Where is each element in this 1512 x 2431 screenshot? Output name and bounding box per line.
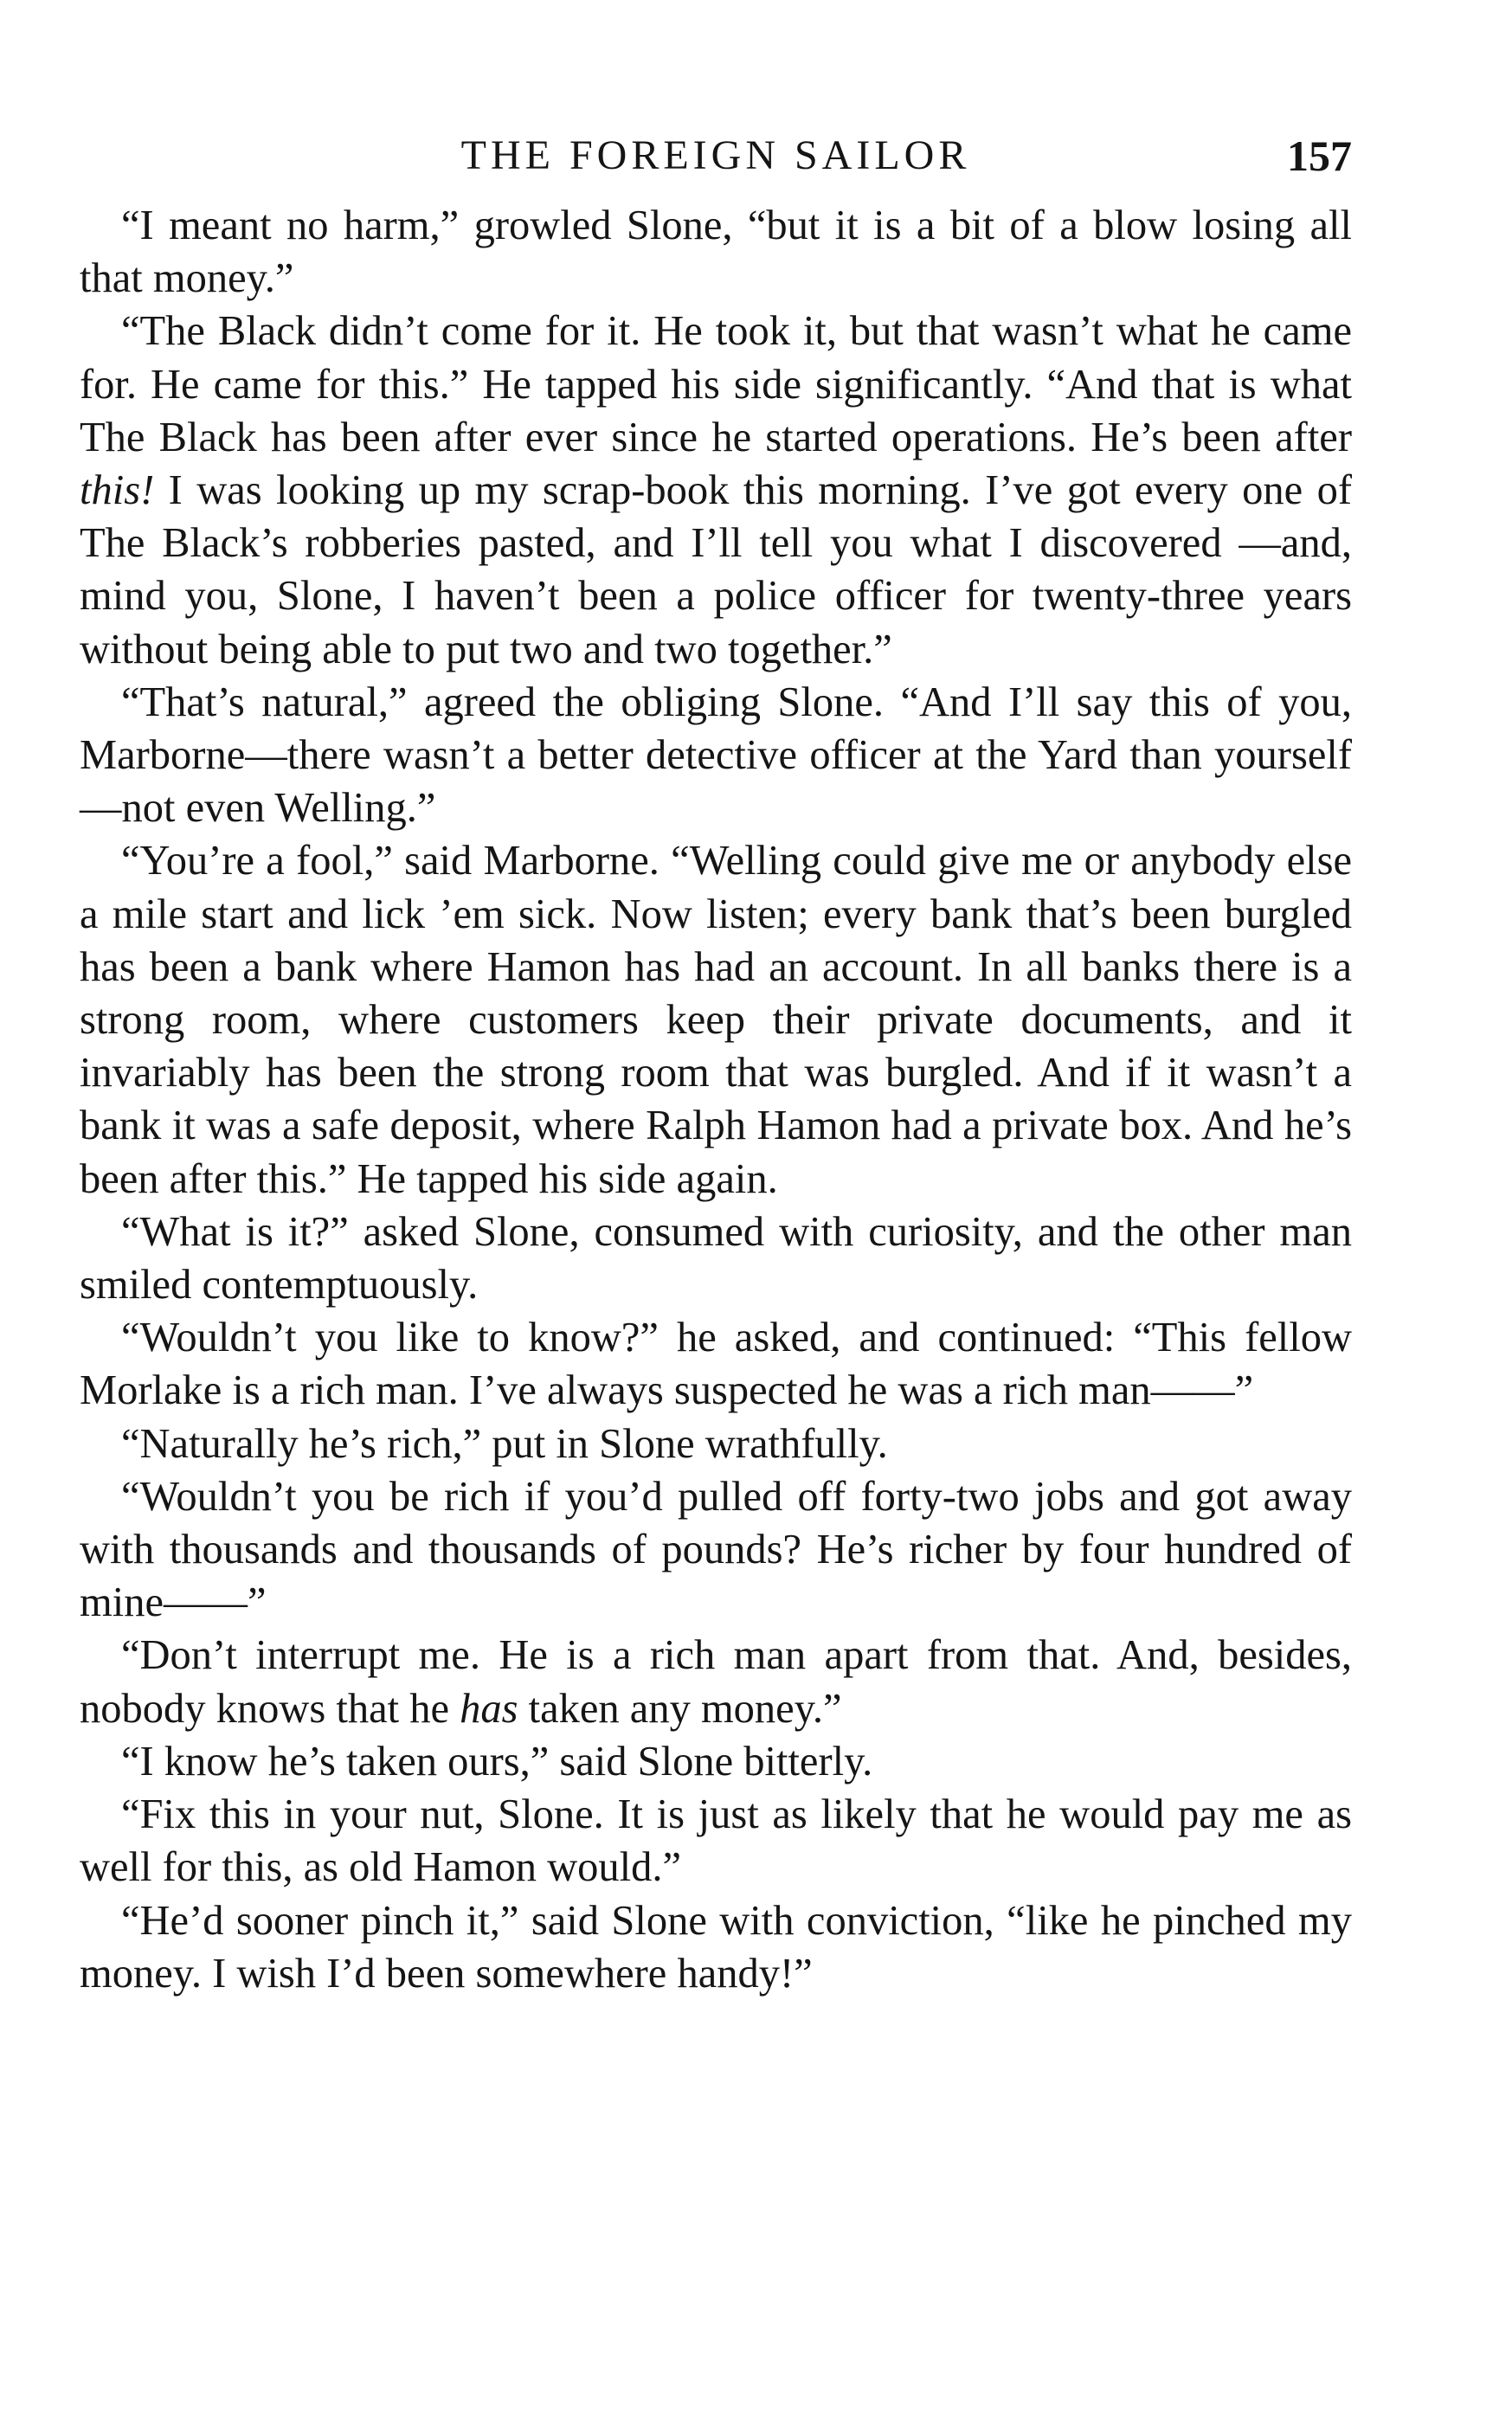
body-text [80, 199, 1352, 2000]
text-segment: “The Black didn’t come for it. He took it, but that wasn’t what he came for. He came for this.” He tapped his side significantly. “And that is what The Black has been after ever since he started operations. He’s been after [80, 308, 1352, 460]
paragraph [80, 834, 1352, 1205]
paragraph [80, 1788, 1352, 1894]
text-segment: “I meant no harm,” growled Slone, “but it is a bit of a blow losing all that money.” [80, 203, 1352, 302]
italic-text: has [460, 1685, 518, 1732]
page-number: 157 [1287, 132, 1352, 180]
text-segment: “What is it?” asked Slone, consumed with curiosity, and the other man smiled contemptuously. [80, 1208, 1352, 1309]
running-head [80, 130, 1352, 199]
paragraph [80, 1311, 1352, 1417]
running-title: THE FOREIGN SAILOR [460, 132, 971, 178]
text-segment: I was looking up my scrap-book this morning. I’ve got every one of The Black’s robberies pasted, and I’ll tell you what I discovered —and, mind you, Slone, I haven’t been a police officer for twenty-three years without being able to put two and two together.” [80, 467, 1352, 672]
text-segment: “Fix this in your nut, Slone. It is just as likely that he would pay me as well for this, as old Hamon would.” [80, 1791, 1352, 1891]
italic-text: this! [80, 467, 155, 514]
text-segment: “Don’t interrupt me. He is a rich man apart from that. And, besides, nobody knows that he [80, 1632, 1352, 1732]
paragraph [80, 1206, 1352, 1311]
book-page [80, 130, 1352, 2000]
text-segment: “Naturally he’s rich,” put in Slone wrathfully. [121, 1420, 888, 1467]
paragraph [80, 199, 1352, 305]
paragraph [80, 1894, 1352, 2000]
text-segment: “I know he’s taken ours,” said Slone bitterly. [121, 1738, 873, 1785]
paragraph [80, 305, 1352, 675]
text-segment: taken any money.” [518, 1685, 842, 1732]
paragraph [80, 1418, 1352, 1470]
paragraph [80, 1629, 1352, 1734]
text-segment: “That’s natural,” agreed the obliging Slone. “And I’ll say this of you, Marborne—there wasn’t a better detective officer at the Yard than yourself—not even Welling.” [80, 678, 1352, 832]
paragraph [80, 1470, 1352, 1630]
paragraph [80, 1735, 1352, 1788]
text-segment: “You’re a fool,” said Marborne. “Welling could give me or anybody else a mile start and lick ’em sick. Now listen; every bank that’s been burgled has been a bank where Hamon has had an account. In all banks there is a strong room, where customers keep their private documents, and it invariably has been the strong room that was burgled. And if it wasn’t a bank it was a safe deposit, where Ralph Hamon had a private box. And he’s been after this.” He tapped his side again. [80, 838, 1352, 1202]
text-segment: “Wouldn’t you like to know?” he asked, and continued: “This fellow Morlake is a rich man. I’ve always suspected he was a rich man——” [80, 1315, 1352, 1414]
text-segment: “He’d sooner pinch it,” said Slone with conviction, “like he pinched my money. I wish I’d been somewhere handy!” [80, 1897, 1352, 1997]
paragraph [80, 676, 1352, 835]
text-segment: “Wouldn’t you be rich if you’d pulled off forty-two jobs and got away with thousands and thousands of pounds? He’s richer by four hundred of mine——” [80, 1473, 1352, 1626]
